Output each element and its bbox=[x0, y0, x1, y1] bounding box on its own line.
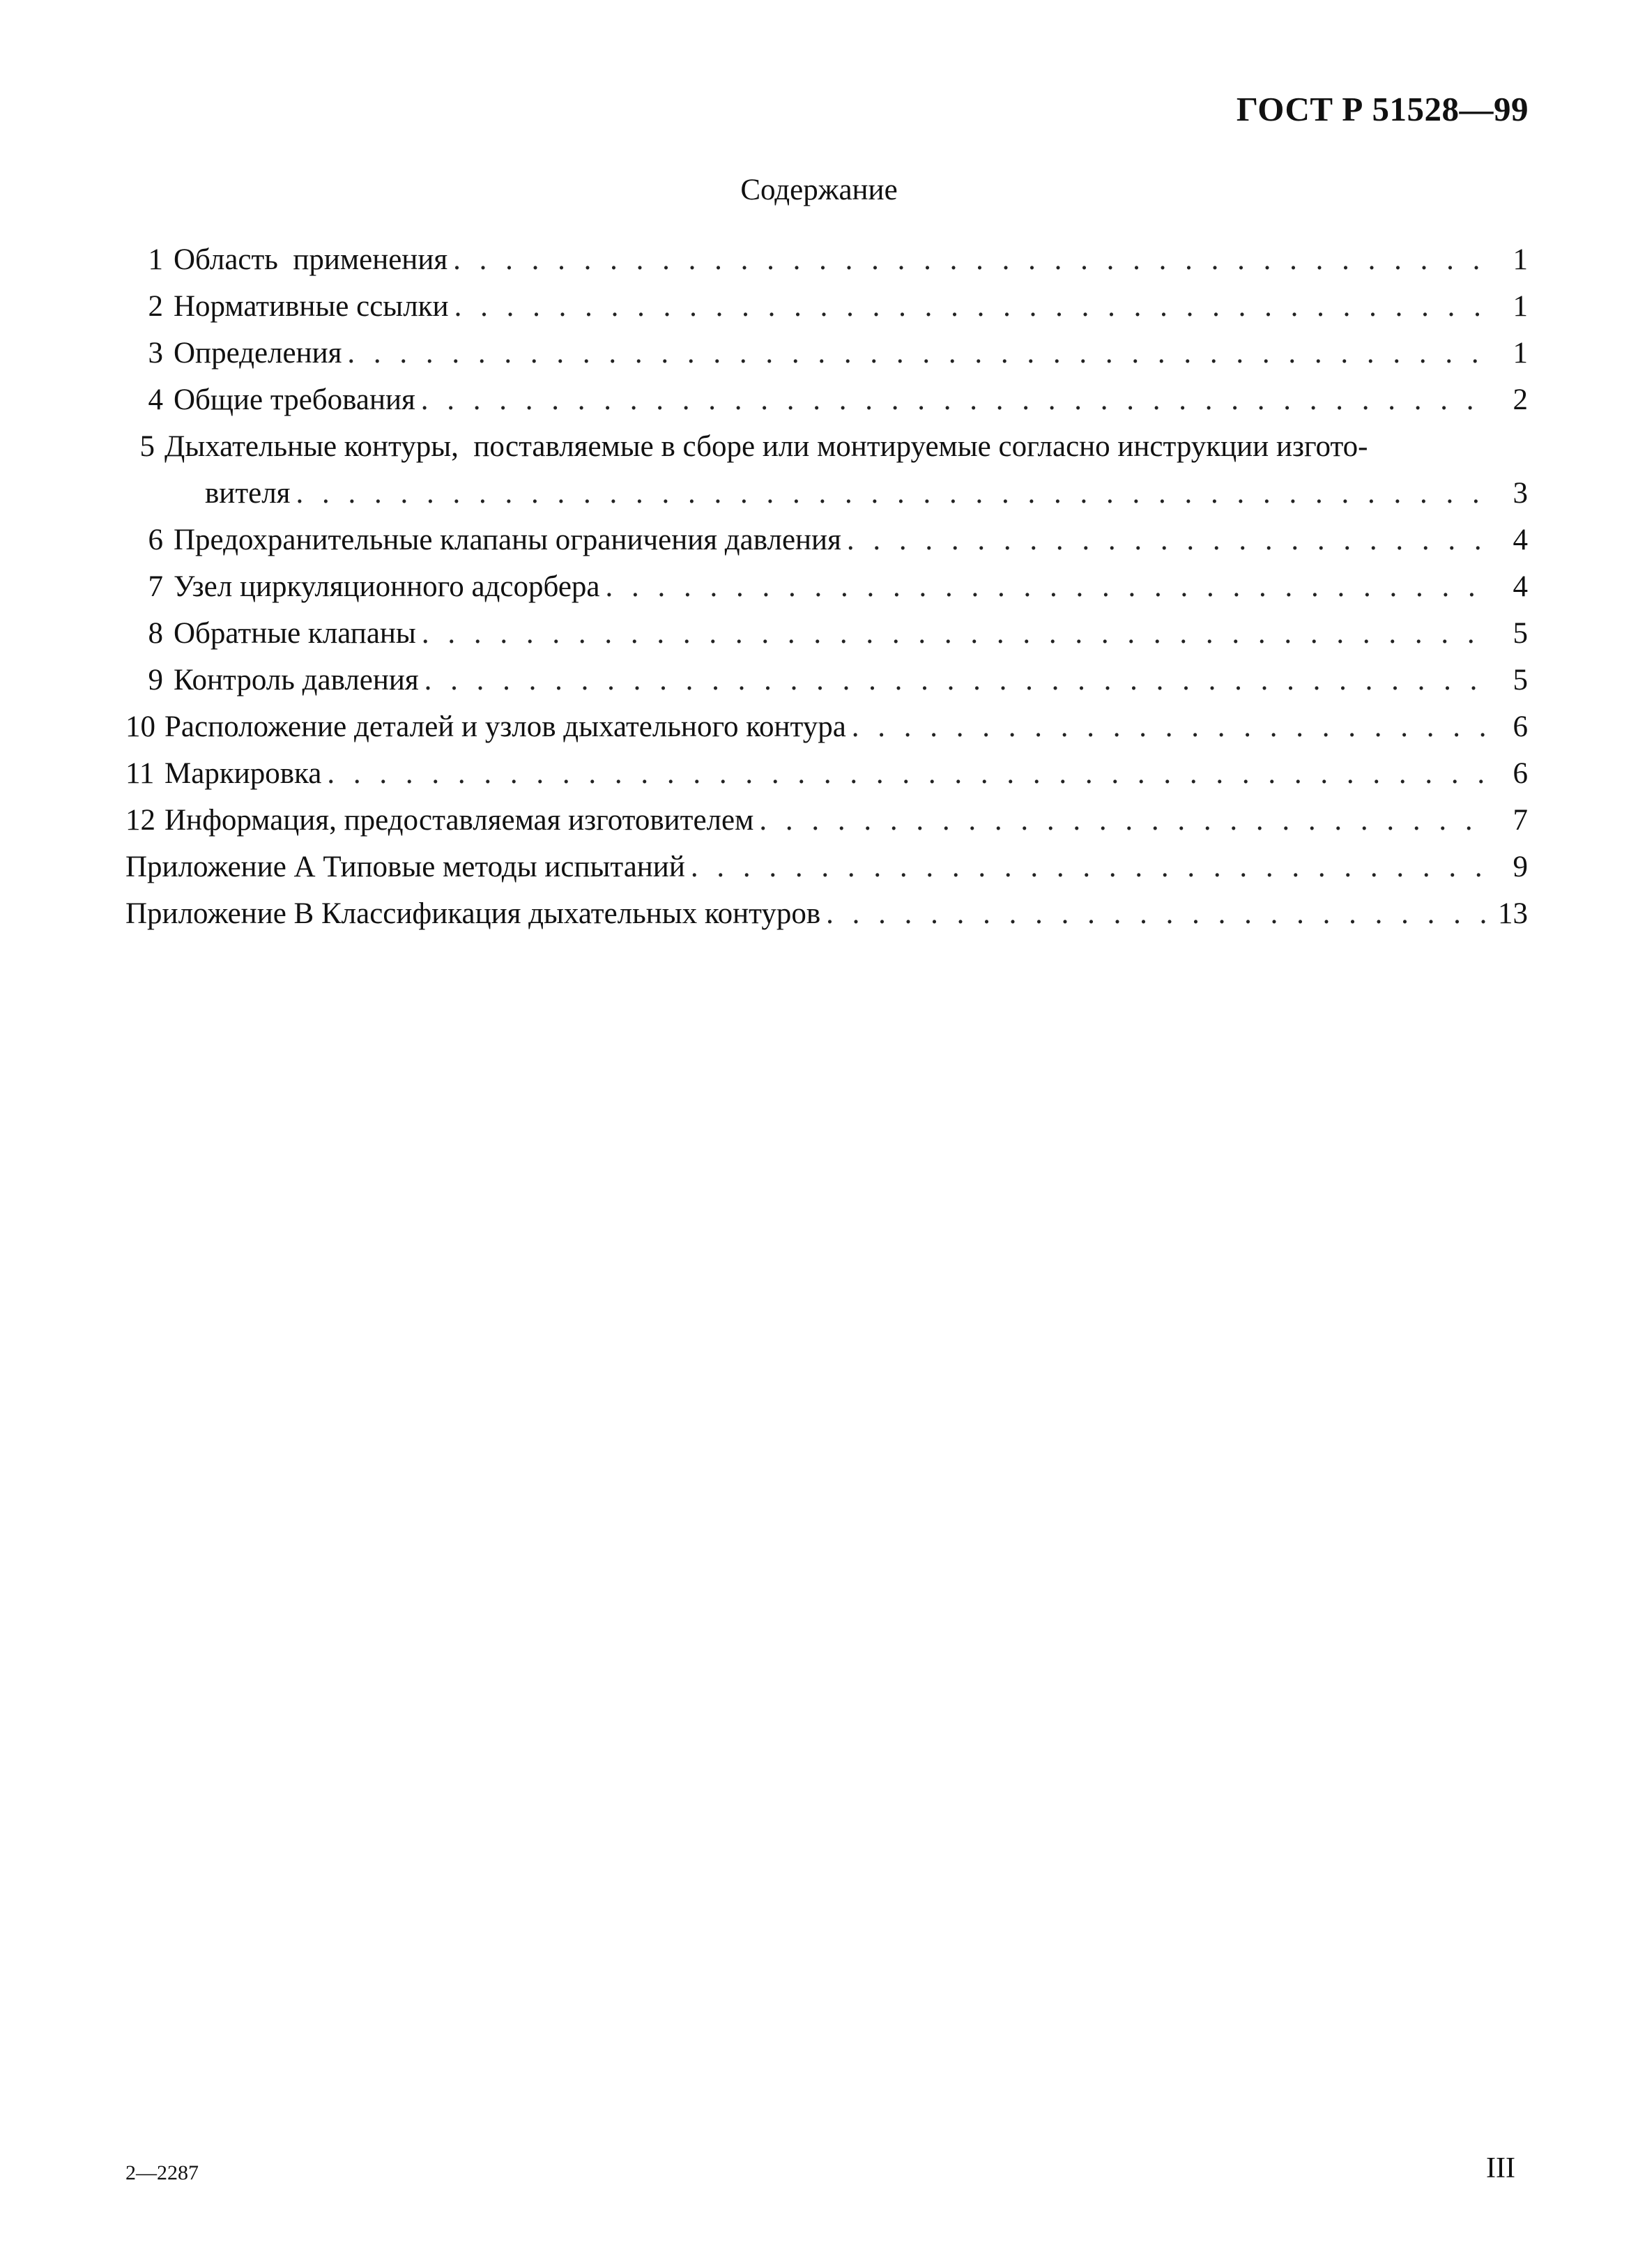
toc-entry-5-line-1[interactable] bbox=[125, 429, 1528, 476]
toc-entry-page: 1 bbox=[1513, 290, 1528, 323]
toc-entry-number: 10 bbox=[125, 710, 155, 743]
toc-entry-appendix-a[interactable] bbox=[125, 850, 1528, 897]
toc-entry-page: 6 bbox=[1513, 710, 1528, 743]
toc-entry-label: Приложение А Типовые методы испытаний bbox=[125, 851, 685, 883]
toc-entry-label: Приложение В Классификация дыхательных контуров bbox=[125, 897, 821, 930]
toc-entry-number: 7 bbox=[148, 570, 163, 603]
toc-entry-number: 6 bbox=[148, 524, 163, 556]
toc-entry-page: 1 bbox=[1513, 337, 1528, 370]
toc-entry-page: 9 bbox=[1513, 851, 1528, 883]
toc-entry-2[interactable] bbox=[125, 289, 1528, 336]
toc-dot-leader bbox=[852, 710, 1489, 744]
toc-entry-3[interactable] bbox=[125, 336, 1528, 383]
toc-entry-11[interactable] bbox=[125, 756, 1528, 803]
toc-entry-page: 6 bbox=[1513, 757, 1528, 790]
toc-entry-label: Расположение деталей и узлов дыхательного контура bbox=[164, 710, 846, 743]
toc-entry-1[interactable] bbox=[125, 243, 1528, 289]
toc-entry-number: 4 bbox=[148, 383, 163, 416]
toc-entry-7[interactable] bbox=[125, 570, 1528, 616]
toc-entry-number: 5 bbox=[139, 430, 155, 463]
document-code: ГОСТ Р 51528—99 bbox=[1236, 90, 1529, 128]
toc-entry-5-line-2[interactable] bbox=[125, 476, 1528, 523]
toc-entry-number: 8 bbox=[148, 617, 163, 650]
toc-entry-number: 3 bbox=[148, 337, 163, 370]
toc-entry-page: 2 bbox=[1513, 383, 1528, 416]
toc-dot-leader bbox=[347, 336, 1489, 370]
toc-dot-leader bbox=[759, 803, 1489, 837]
toc-entry-10[interactable] bbox=[125, 710, 1528, 756]
toc-entry-page: 3 bbox=[1513, 477, 1528, 510]
table-of-contents bbox=[125, 243, 1528, 943]
page-number: III bbox=[1486, 2152, 1515, 2184]
toc-dot-leader bbox=[847, 523, 1489, 557]
toc-entry-label: Нормативные ссылки bbox=[174, 290, 449, 323]
toc-entry-9[interactable] bbox=[125, 663, 1528, 710]
toc-entry-page: 5 bbox=[1513, 664, 1528, 697]
toc-entry-number: 9 bbox=[148, 664, 163, 697]
toc-entry-label: Область применения bbox=[174, 243, 448, 276]
toc-dot-leader bbox=[424, 663, 1489, 697]
toc-entry-number: 2 bbox=[148, 290, 163, 323]
toc-entry-page: 4 bbox=[1513, 570, 1528, 603]
toc-dot-leader bbox=[421, 383, 1489, 417]
toc-entry-page: 4 bbox=[1513, 524, 1528, 556]
toc-entry-page: 7 bbox=[1513, 804, 1528, 837]
toc-entry-number: 1 bbox=[148, 243, 163, 276]
toc-dot-leader bbox=[296, 476, 1489, 510]
toc-dot-leader bbox=[453, 243, 1489, 277]
toc-title: Содержание bbox=[740, 174, 898, 206]
toc-entry-label: Маркировка bbox=[164, 757, 322, 790]
toc-entry-label: Контроль давления bbox=[174, 664, 419, 697]
toc-dot-leader bbox=[422, 616, 1489, 650]
toc-entry-label: Предохранительные клапаны ограничения давления bbox=[174, 524, 841, 556]
toc-entry-label: Дыхательные контуры, поставляемые в сборе или монтируемые согласно инструкции изгото- bbox=[164, 430, 1368, 463]
toc-entry-12[interactable] bbox=[125, 803, 1528, 850]
toc-dot-leader bbox=[606, 570, 1490, 604]
toc-dot-leader bbox=[454, 289, 1489, 324]
toc-entry-page: 13 bbox=[1498, 897, 1528, 930]
toc-dot-leader bbox=[691, 850, 1489, 884]
toc-entry-4[interactable] bbox=[125, 383, 1528, 429]
toc-entry-page: 5 bbox=[1513, 617, 1528, 650]
toc-entry-label: Общие требования bbox=[174, 383, 415, 416]
toc-dot-leader bbox=[327, 756, 1489, 791]
toc-entry-number: 11 bbox=[125, 757, 155, 790]
toc-entry-page: 1 bbox=[1513, 243, 1528, 276]
toc-entry-label: Узел циркуляционного адсорбера bbox=[174, 570, 600, 603]
toc-entry-6[interactable] bbox=[125, 523, 1528, 570]
toc-dot-leader bbox=[826, 897, 1489, 931]
toc-entry-label-continued: вителя bbox=[205, 477, 291, 510]
toc-entry-label: Информация, предоставляемая изготовителем bbox=[164, 804, 754, 837]
print-code: 2—2287 bbox=[125, 2161, 199, 2184]
toc-entry-appendix-b[interactable] bbox=[125, 897, 1528, 943]
toc-entry-number: 12 bbox=[125, 804, 155, 837]
toc-entry-label: Определения bbox=[174, 337, 342, 370]
toc-entry-8[interactable] bbox=[125, 616, 1528, 663]
toc-entry-label: Обратные клапаны bbox=[174, 617, 416, 650]
